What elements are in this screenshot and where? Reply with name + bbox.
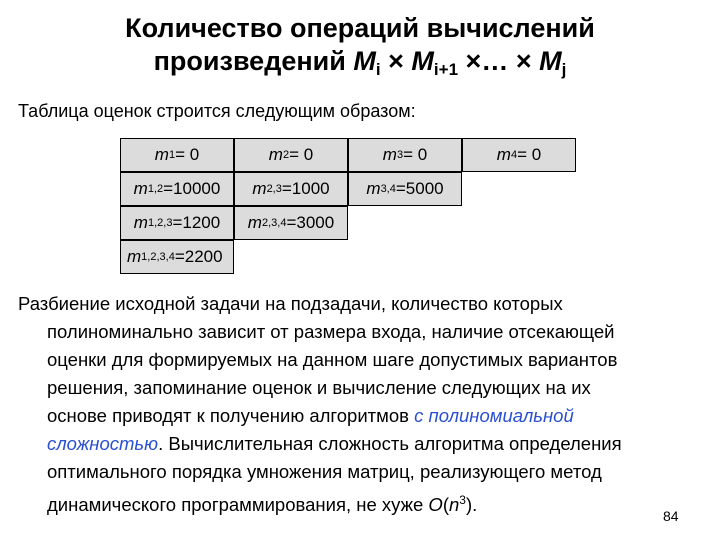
cell-value: = 0 <box>403 145 428 164</box>
exponent: 3 <box>459 493 466 507</box>
table-cell-m1 <box>120 138 234 172</box>
cell-sub: 2,3,4 <box>261 217 287 229</box>
cell-var: m <box>133 213 148 232</box>
paragraph-line <box>18 402 708 430</box>
paragraph-text: основе приводят к получению алгоритмов <box>47 405 415 426</box>
paragraph-line <box>18 486 708 519</box>
cell-var: m <box>496 145 511 164</box>
title-line-1: Количество операций вычислений <box>125 13 595 43</box>
subscript-j: j <box>561 60 567 79</box>
table-cell-m34 <box>348 172 462 206</box>
n-symbol: n <box>448 494 460 516</box>
times-ellipsis: ×… <box>465 46 509 76</box>
cell-var: m <box>133 179 148 198</box>
subscript-i-plus-1: i+1 <box>433 60 459 79</box>
table-cell-m123 <box>120 206 234 240</box>
cell-var: m <box>247 213 262 232</box>
cell-sub: 1,2 <box>147 183 164 195</box>
matrix-symbol: M <box>539 46 562 76</box>
polynomial-complexity-link[interactable]: сложностью <box>47 433 159 454</box>
paragraph-text: . Вычислительная сложность алгоритма определения <box>158 433 622 454</box>
table-cell-m23 <box>234 172 348 206</box>
slide-title <box>0 12 720 86</box>
cell-sub: 3 <box>396 149 404 161</box>
polynomial-complexity-link[interactable]: с полиномиальной <box>414 405 574 426</box>
cell-value: =10000 <box>163 179 221 198</box>
cell-value: = 0 <box>289 145 314 164</box>
cell-sub: 3,4 <box>380 183 396 195</box>
table-cell-m4 <box>462 138 576 172</box>
body-paragraph <box>18 290 708 519</box>
matrix-symbol: M <box>411 46 434 76</box>
page-number: 84 <box>663 508 679 524</box>
cell-value: =2200 <box>174 247 223 266</box>
cell-var: m <box>252 179 267 198</box>
paragraph-line: оценки для формируемых на данном шаге допустимых вариантов <box>47 349 618 370</box>
cell-sub: 1,2,3 <box>147 217 173 229</box>
intro-text: Таблица оценок строится следующим образом: <box>18 101 416 121</box>
paren-open: ( <box>442 494 449 516</box>
cell-sub: 2 <box>282 149 290 161</box>
table-cell-m3 <box>348 138 462 172</box>
title-word: произведений <box>153 46 346 76</box>
paragraph-line: оптимального порядка умножения матриц, реализующего метод <box>47 461 602 482</box>
paragraph-line: Разбиение исходной задачи на подзадачи, количество которых <box>18 293 563 314</box>
cell-value: =3000 <box>286 213 335 232</box>
cell-sub: 2,3 <box>266 183 282 195</box>
paragraph-line: полиноминально зависит от размера входа, наличие отсекающей <box>47 321 615 342</box>
paren-close: ). <box>465 494 478 516</box>
table-cell-m1234 <box>120 240 234 274</box>
cell-var: m <box>154 145 169 164</box>
cell-sub: 4 <box>510 149 518 161</box>
cell-sub: 1,2,3,4 <box>141 251 175 263</box>
cell-var: m <box>382 145 397 164</box>
paragraph-text: динамического программирования, не хуже <box>47 494 429 516</box>
cell-value: = 0 <box>517 145 542 164</box>
cell-value: =1000 <box>281 179 330 198</box>
cell-var: m <box>366 179 381 198</box>
paragraph-line: решения, запоминание оценок и вычисление следующих на их <box>47 377 591 398</box>
times-sign: × <box>515 46 532 76</box>
table-cell-m234 <box>234 206 348 240</box>
cell-value: =5000 <box>395 179 444 198</box>
table-cell-m12 <box>120 172 234 206</box>
cell-var: m <box>268 145 283 164</box>
paragraph-line <box>18 430 708 458</box>
title-line-2 <box>0 45 720 86</box>
table-cell-m2 <box>234 138 348 172</box>
cell-var: m <box>127 247 142 266</box>
subscript-i: i <box>375 60 381 79</box>
cell-value: = 0 <box>175 145 200 164</box>
times-sign: × <box>388 46 404 76</box>
matrix-symbol: M <box>353 46 376 76</box>
big-o-symbol: O <box>428 494 443 516</box>
cell-sub: 1 <box>168 149 176 161</box>
cell-value: =1200 <box>172 213 221 232</box>
